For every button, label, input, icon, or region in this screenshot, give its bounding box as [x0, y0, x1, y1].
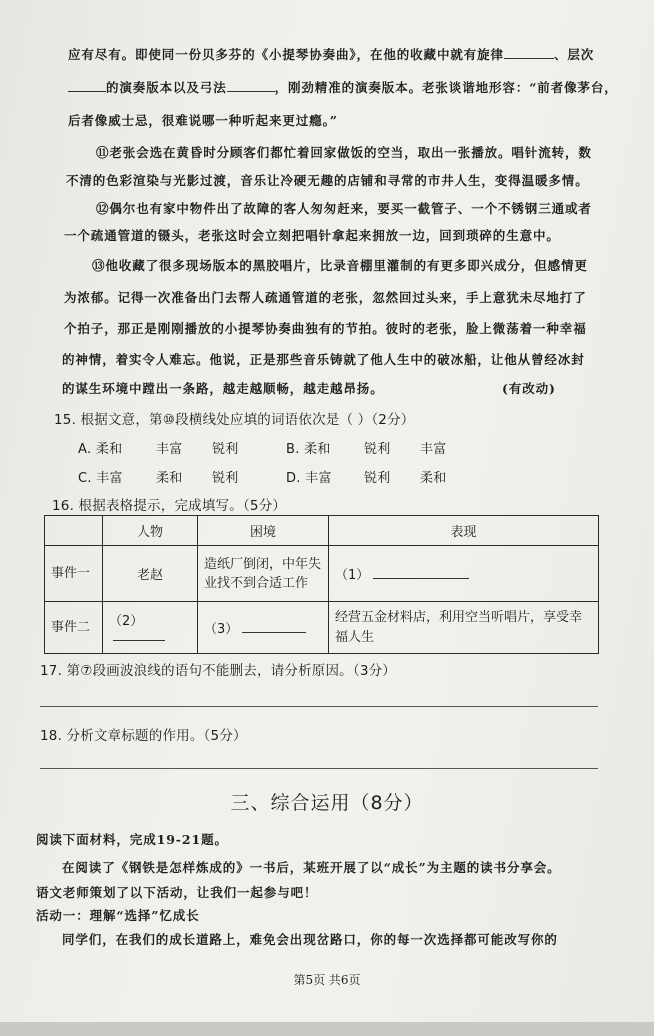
activity-heading: 活动一：理解“选择”忆成长: [36, 908, 200, 923]
question-15-stem: 15. 根据文意，第⑩段横线处应填的词语依次是（ ）（2分）: [54, 412, 415, 428]
table-header-cell: 困境: [198, 516, 329, 546]
question-18-stem: 18. 分析文章标题的作用。（5分）: [40, 728, 247, 744]
table-header-cell: [45, 516, 103, 546]
passage-line: 的神情，着实令人难忘。他说，正是那些音乐铸就了他人生中的破冰船，让他从曾经冰封: [62, 352, 585, 367]
section-title: 三、综合运用（8分）: [230, 792, 424, 814]
fill-blank[interactable]: [373, 567, 469, 579]
passage-line: 应有尽有。即使同一份贝多芬的《小提琴协奏曲》，在他的收藏中就有旋律 、层次: [68, 47, 595, 62]
question-16-stem: 16. 根据表格提示，完成填写。（5分）: [52, 498, 287, 514]
passage-line: 的演奏版本以及弓法 ，刚劲精准的演奏版本。老张谈谐地形容：“前者像茅台，: [68, 78, 618, 96]
passage-line: 不清的色彩渲染与光影过渡，音乐让冷硬无趣的店铺和寻常的市井人生，变得温暖多情。: [66, 173, 589, 188]
table-cell-show: 经营五金材料店，利用空当听唱片，享受幸福人生: [329, 602, 599, 654]
passage-line: 个拍子，那正是刚刚播放的小提琴协奏曲独有的节拍。彼时的老张，脸上微荡着一种幸福: [64, 321, 587, 336]
q15-option-d[interactable]: D. 丰富 锐利 柔和: [286, 471, 447, 486]
fill-blank[interactable]: [68, 80, 106, 92]
question-17-stem: 17. 第⑦段画波浪线的语句不能删去，请分析原因。（3分）: [40, 663, 397, 679]
table-cell-show[interactable]: （1）: [329, 546, 599, 602]
q16-table: [44, 515, 599, 654]
q15-option-c[interactable]: C. 丰富 柔和 锐利: [78, 471, 239, 486]
bottom-strip: [0, 1022, 654, 1036]
table-header-cell: 人物: [103, 516, 198, 546]
fill-blank[interactable]: [227, 80, 275, 92]
material-line: 同学们，在我们的成长道路上，难免会出现岔路口，你的每一次选择都可能改写你的: [62, 932, 558, 947]
passage-line: 一个疏通管道的镊头，老张这时会立刻把唱针拿起来拥放一边，回到琐碎的生意中。: [64, 228, 560, 243]
passage-line: ⑫偶尔也有家中物件出了故障的客人匆匆赶来，要买一截管子、一个不锈钢三通或者: [96, 201, 592, 216]
table-cell-person: 老赵: [103, 546, 198, 602]
fill-blank[interactable]: [242, 621, 306, 633]
fill-blank[interactable]: [113, 629, 165, 641]
passage-line: 后者像威士忌，很难说哪一种听起来更过瘾。”: [68, 113, 338, 128]
fill-blank[interactable]: [504, 47, 554, 59]
answer-line[interactable]: [40, 768, 598, 769]
section-intro: 阅读下面材料，完成19-21题。: [36, 832, 228, 847]
material-line: 在阅读了《钢铁是怎样炼成的》一书后，某班开展了以“成长”为主题的读书分享会。: [62, 860, 561, 875]
passage-line: 为浓郁。记得一次准备出门去帮人疏通管道的老张，忽然回过头来，手上意犹未尽地打了: [64, 290, 587, 305]
q15-option-b[interactable]: B. 柔和 锐利 丰富: [286, 442, 447, 457]
passage-line: ⑬他收藏了很多现场版本的黑胶唱片，比录音棚里灌制的有更多即兴成分，但感情更: [92, 258, 588, 273]
material-line: 语文老师策划了以下活动，让我们一起参与吧！: [36, 885, 318, 900]
answer-line[interactable]: [40, 706, 598, 707]
table-header-cell: 表现: [329, 516, 599, 546]
page-footer: 第5页 共6页: [293, 973, 361, 987]
table-cell-plight: 造纸厂倒闭，中年失业找不到合适工作: [198, 546, 329, 602]
passage-line: ⑪老张会选在黄昏时分顾客们都忙着回家做饭的空当，取出一张播放。唱针流转，数: [96, 145, 592, 160]
source-note: (有改动): [502, 381, 556, 396]
q15-option-a[interactable]: A. 柔和 丰富 锐利: [78, 442, 239, 457]
table-row-event: 事件一: [45, 546, 103, 602]
table-cell-person[interactable]: （2）: [103, 602, 198, 654]
table-cell-plight[interactable]: （3）: [198, 602, 329, 654]
table-row-event: 事件二: [45, 602, 103, 654]
passage-line: 的谋生环境中蹚出一条路，越走越顺畅，越走越昂扬。: [62, 381, 384, 396]
